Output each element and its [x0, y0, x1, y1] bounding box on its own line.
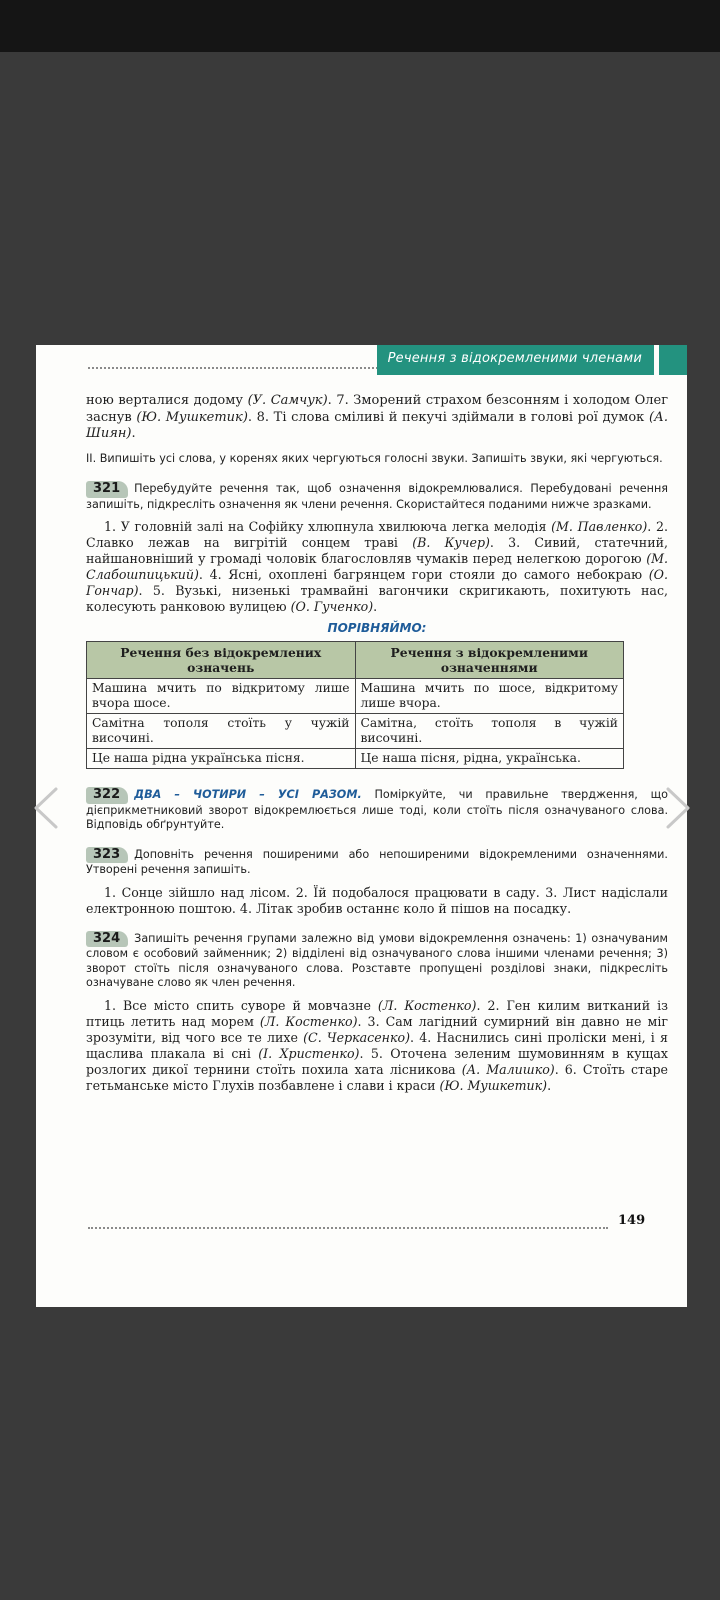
exercise-323-sentences: 1. Сонце зійшло над лісом. 2. Їй подобалося працювати в саду. 3. Лист надіслали електронною поштою. 4. Літак зробив останнє коло й пішов на посадку. [86, 884, 668, 916]
page-content [86, 393, 668, 1094]
compare-title: ПОРІВНЯЙМО: [327, 621, 427, 635]
chevron-right-icon [656, 785, 696, 831]
table-row [87, 679, 624, 714]
exercise-321-sentences: 1. У головній залі на Софійку хлюпнула хвилююча легка мелодія (М. Павленко). 2. Славко лежав на вигрітій сонцем траві (В. Кучер). 3. Сивий, статечний, найшановніший у громаді чоловік благословляв чумаків перед нелегкою дорогою (М. Слабошпицький). 4. Ясні, охоплені багрянцем гори стояли до самого небокраю (О. Гончар). 5. Вузькі, низенькі трамвайні вагончики скригикають, похитують нас, колесують ранковою вулицею (О. Гученко). [86, 519, 668, 614]
table-header-row [87, 642, 624, 679]
status-bar [0, 0, 720, 52]
table-row [87, 749, 624, 769]
header-dotted-rule [88, 367, 378, 369]
intro-paragraph: ною верталися додому (У. Самчук). 7. Зморений страхом безсонням і холодом Олег заснув (Ю. Мушкетик). 8. Ті слова сміливі й пекучі здіймали в голові рої думок (А. Шиян). [86, 393, 669, 441]
textbook-page [36, 345, 687, 1307]
table-cell: Це наша пісня, рідна, українська. [355, 749, 624, 769]
table-cell: Машина мчить по шосе, відкритому лише вчора. [355, 679, 624, 714]
page-number: 149 [618, 1213, 646, 1228]
column-header: Речення з відокремленими означеннями [355, 642, 624, 679]
exercise-321-instruction: 321 Перебудуйте речення так, щоб означення відокремлювалися. Перебудовані речення запишіть, підкресліть означення як члени речення. Скористайтеся поданими нижче зразками. [86, 481, 668, 511]
group-work-label: ДВА – ЧОТИРИ – УСІ РАЗОМ. [134, 788, 362, 801]
chevron-left-icon [28, 785, 68, 831]
next-page-button[interactable] [656, 785, 696, 831]
exercise-number-badge: 321 [86, 481, 128, 498]
exercise-324-sentences: 1. Все місто спить суворе й мовчазне (Л. Костенко). 2. Ген килим витканий із птиць летить над морем (Л. Костенко). 3. Сам лагідний сумирний він давно не міг зрозуміти, від чого все те лихе (С. Черкасенко). 4. Наснились сині проліски мені, і я щаслива плакала ві сні (І. Христенко). 5. Оточена зеленим шумовинням в кущах розлогих дикої тернини стоїть похила хата лісникова (А. Малишко). 6. Стоїть старе гетьманське місто Глухів позбавлене і слави і краси (Ю. Мушкетик). [86, 997, 669, 1093]
previous-page-button[interactable] [28, 785, 68, 831]
table-cell: Самітна тополя стоїть у чужій височині. [87, 714, 356, 749]
column-header: Речення без відокремлених означень [87, 642, 356, 679]
exercise-number-badge: 323 [86, 847, 128, 864]
table-cell: Це наша рідна українська пісня. [87, 749, 356, 769]
footer-dotted-rule [88, 1227, 608, 1229]
table-row [87, 714, 624, 749]
task-ii: II. Випишіть усі слова, у коренях яких чергуються голосні звуки. Запишіть звуки, які чергуються. [86, 451, 663, 465]
exercise-323-instruction: 323 Доповніть речення поширеними або непоширеними відокремленими означеннями. Утворені речення запишіть. [86, 846, 668, 876]
comparison-table [86, 641, 624, 769]
table-cell: Самітна, стоїть тополя в чужій височині. [355, 714, 624, 749]
exercise-324-instruction: 324 Запишіть речення групами залежно від умови відокремлення означень: 1) означуваним словом є особовий займенник; 2) відділені від означуваного слова іншими членами речення; 3) зворот стоїть після означуваного слова. Розставте пропущені розділові знаки, підкресліть означуване слово як член речення. [86, 930, 668, 989]
exercise-number-badge: 324 [86, 931, 128, 948]
table-cell: Машина мчить по відкритому лише вчора шосе. [87, 679, 356, 714]
exercise-number-badge: 322 [86, 787, 128, 804]
exercise-322: 322 ДВА – ЧОТИРИ – УСІ РАЗОМ. Поміркуйте, чи правильне твердження, що дієприкметниковий зворот відокремлюється лише тоді, коли стоїть після означуваного слова. Відповідь обґрунтуйте. [86, 787, 668, 831]
chapter-title: Речення з відокремленими членами [387, 351, 642, 366]
